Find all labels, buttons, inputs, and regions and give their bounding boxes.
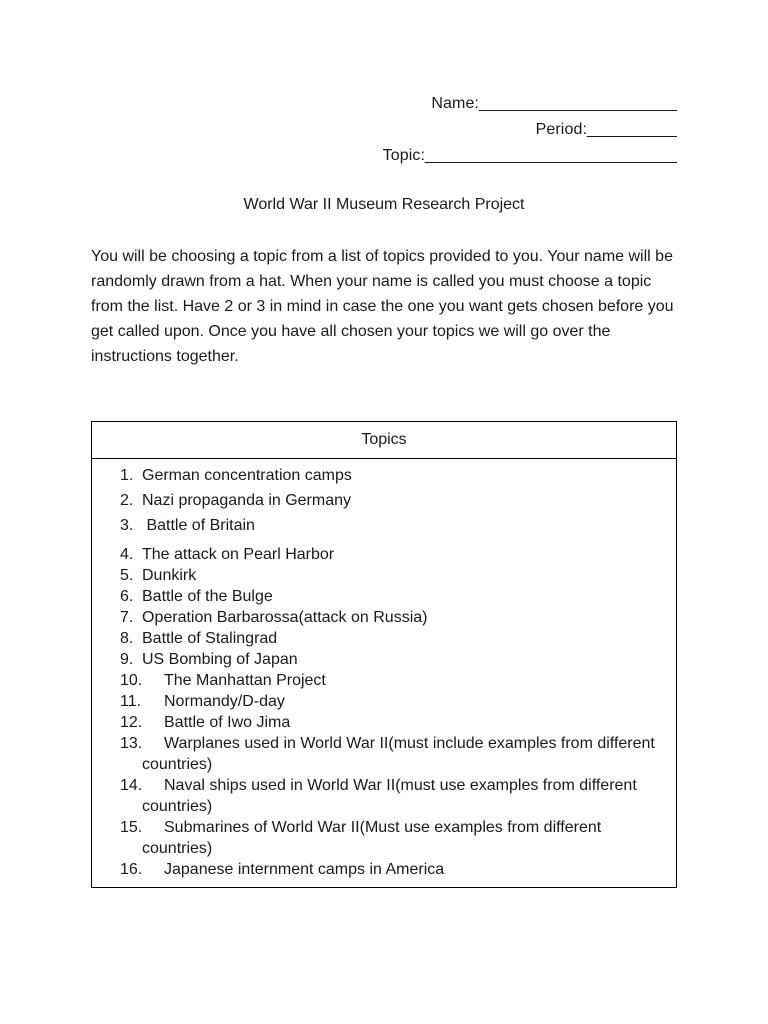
topic-item xyxy=(92,565,676,586)
topic-number: 8. xyxy=(120,630,134,647)
topic-text: Battle of Stalingrad xyxy=(142,630,278,647)
topic-text: Battle of the Bulge xyxy=(142,588,273,605)
topic-number: 14. xyxy=(120,777,143,794)
topic-text: The attack on Pearl Harbor xyxy=(142,546,335,563)
topic-text: German concentration camps xyxy=(142,467,352,484)
topic-text: Battle of Iwo Jima xyxy=(164,714,291,731)
topics-list xyxy=(92,459,676,880)
topic-text: The Manhattan Project xyxy=(164,672,326,689)
topic-text: Submarines of World War II(Must use examples from different countries) xyxy=(142,819,602,857)
topic-item xyxy=(92,817,676,859)
intro-paragraph: You will be choosing a topic from a list of topics provided to you. Your name will be randomly drawn from a hat. When your name is called you must choose a topic from the list. Have 2 or 3 in mind in case the one you want gets chosen before you get called upon. Once you have all chosen your topics we will go over the instructions together. xyxy=(91,248,674,365)
topic-text: Dunkirk xyxy=(142,567,197,584)
name-field: Name:______________________ xyxy=(431,95,677,112)
topic-number: 15. xyxy=(120,819,143,836)
topic-item xyxy=(92,775,676,817)
topic-text: Nazi propaganda in Germany xyxy=(142,492,352,509)
topic-item xyxy=(92,670,676,691)
topic-number: 2. xyxy=(120,492,134,509)
topic-number: 7. xyxy=(120,609,134,626)
topic-text: Japanese internment camps in America xyxy=(164,861,445,878)
topic-item xyxy=(92,544,676,565)
topic-item xyxy=(92,628,676,649)
topic-number: 13. xyxy=(120,735,143,752)
topics-header: Topics xyxy=(92,422,676,459)
topic-item xyxy=(92,586,676,607)
topic-number: 1. xyxy=(120,467,134,484)
topic-text: Operation Barbarossa(attack on Russia) xyxy=(142,609,428,626)
topic-text: Normandy/D-day xyxy=(164,693,285,710)
topic-item xyxy=(92,515,676,536)
topic-item xyxy=(92,733,676,775)
topic-number: 9. xyxy=(120,651,134,668)
topic-number: 11. xyxy=(120,693,142,710)
topic-item xyxy=(92,607,676,628)
document-title: World War II Museum Research Project xyxy=(243,196,525,213)
topic-number: 3. xyxy=(120,517,134,534)
topic-item xyxy=(92,712,676,733)
topic-text: Warplanes used in World War II(must include examples from different countries) xyxy=(142,735,655,773)
topic-item xyxy=(92,490,676,511)
topic-text: Naval ships used in World War II(must use examples from different countries) xyxy=(142,777,637,815)
topic-item xyxy=(92,465,676,486)
topic-number: 12. xyxy=(120,714,143,731)
topics-table xyxy=(91,421,677,888)
topic-text: US Bombing of Japan xyxy=(142,651,298,668)
period-field: Period:__________ xyxy=(535,121,677,138)
topic-number: 16. xyxy=(120,861,143,878)
topic-item xyxy=(92,691,676,712)
topic-field: Topic:____________________________ xyxy=(382,147,677,164)
topic-number: 5. xyxy=(120,567,134,584)
topic-text: Battle of Britain xyxy=(142,517,255,534)
topic-number: 10. xyxy=(120,672,143,689)
topic-number: 6. xyxy=(120,588,134,605)
topic-number: 4. xyxy=(120,546,134,563)
topic-item xyxy=(92,859,676,880)
topic-item xyxy=(92,649,676,670)
